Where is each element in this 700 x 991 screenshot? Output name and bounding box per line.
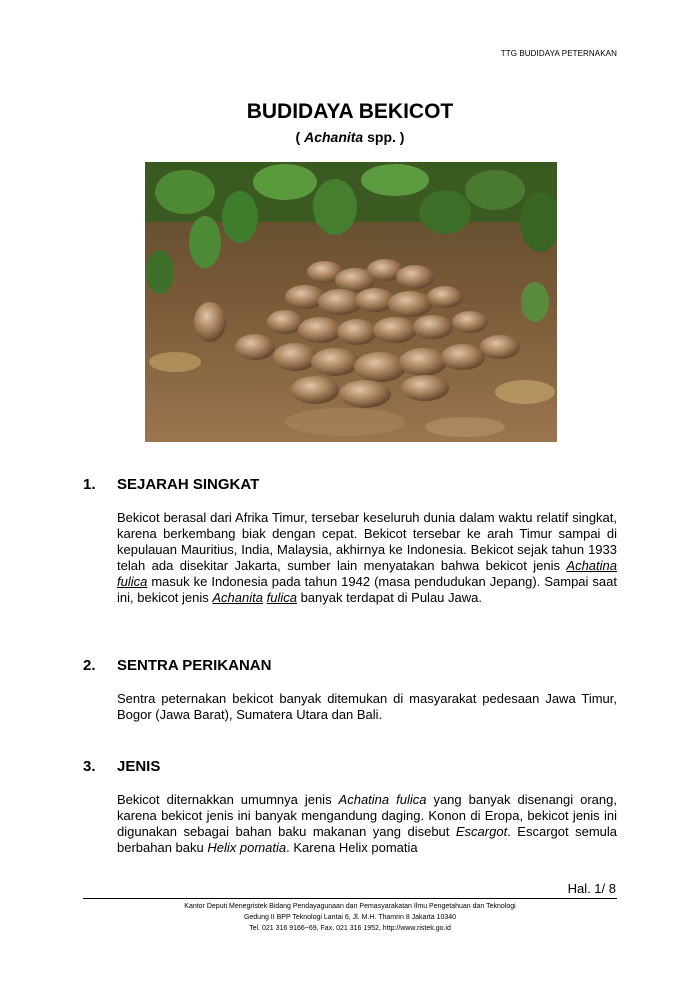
- section-heading: [83, 476, 617, 496]
- section-paragraph: [117, 510, 617, 606]
- running-header: TTG BUDIDAYA PETERNAKAN: [500, 49, 617, 58]
- species-term: fulica: [117, 574, 148, 589]
- para-text: masuk ke Indonesia pada tahun 1942 (masa pendudukan Jepang). Sampai saat ini, bekicot jenis: [117, 574, 617, 605]
- page-number: Hal. 1/ 8: [567, 881, 616, 896]
- footer: [83, 901, 617, 934]
- section-number: 1.: [83, 476, 96, 493]
- section-number: 3.: [83, 758, 96, 775]
- species-term: Achatina fulica: [338, 792, 427, 807]
- footer-line-1: Kantor Deputi Menegristek Bidang Pendayagunaan dan Pemasyarakatan Ilmu Pengetahuan dan Teknologi: [184, 903, 516, 910]
- footer-divider: [83, 898, 617, 899]
- footer-line-2: Gedung II BPP Teknologi Lantai 6, Jl. M.H. Thamrin 8 Jakarta 10340: [243, 914, 457, 921]
- para-text: yang banyak disenangi orang, karena bekicot jenis ini banyak mengandung daging. Konon di Eropa, bekicot jenis ini digunakan sebagai bahan baku makanan yang disebut: [117, 792, 617, 839]
- snails-on-soil-photo-icon: [145, 162, 557, 442]
- para-text: Bekicot diternakkan umumnya jenis: [117, 792, 339, 807]
- section-heading: [83, 657, 617, 677]
- page-title: BUDIDAYA BEKICOT: [246, 100, 454, 123]
- snails-photo: [145, 162, 557, 442]
- section-sejarah: [83, 476, 617, 606]
- para-text: Bekicot berasal dari Afrika Timur, tersebar keseluruh dunia dalam waktu relatif singkat, karena berkembang biak dengan cepat. Bekicot tersebar ke arah Timur sampai di kepulauan Mauritius, India, Malaysia, akhirnya ke Indonesia. Bekicot sejak tahun 1933 telah ada disekitar Jakarta, sumber lain menyatakan bahwa bekicot jenis: [117, 510, 617, 573]
- para-text: banyak terdapat di Pulau Jawa.: [296, 590, 482, 605]
- footer-line-3: Tel. 021 316 9166~69, Fax. 021 316 1952, http://www.ristek.go.id: [249, 925, 451, 932]
- page-subtitle: [0, 129, 700, 145]
- subtitle-rest: spp. ): [363, 129, 405, 145]
- species-term: Achatina: [566, 558, 617, 573]
- para-text: . Escargot semula berbahan baku: [117, 824, 618, 855]
- species-term: Helix pomatia: [207, 840, 287, 855]
- section-number: 2.: [83, 657, 96, 674]
- species-term: Escargot: [455, 824, 508, 839]
- section-paragraph: [117, 792, 617, 856]
- species-term: fulica: [266, 590, 297, 605]
- section-paragraph: Sentra peternakan bekicot banyak ditemukan di masyarakat pedesaan Jawa Timur, Bogor (Jawa Barat), Sumatera Utara dan Bali.: [117, 691, 617, 722]
- subtitle-genus: Achanita: [304, 129, 364, 145]
- subtitle-open: (: [295, 129, 305, 145]
- section-jenis: [83, 758, 617, 856]
- section-title: SENTRA PERIKANAN: [117, 657, 272, 674]
- section-title: SEJARAH SINGKAT: [117, 476, 260, 493]
- species-term: Achanita: [212, 590, 263, 605]
- section-title: JENIS: [117, 758, 161, 775]
- section-sentra: [83, 657, 617, 723]
- section-heading: [83, 758, 617, 778]
- para-text: . Karena Helix pomatia: [286, 840, 418, 855]
